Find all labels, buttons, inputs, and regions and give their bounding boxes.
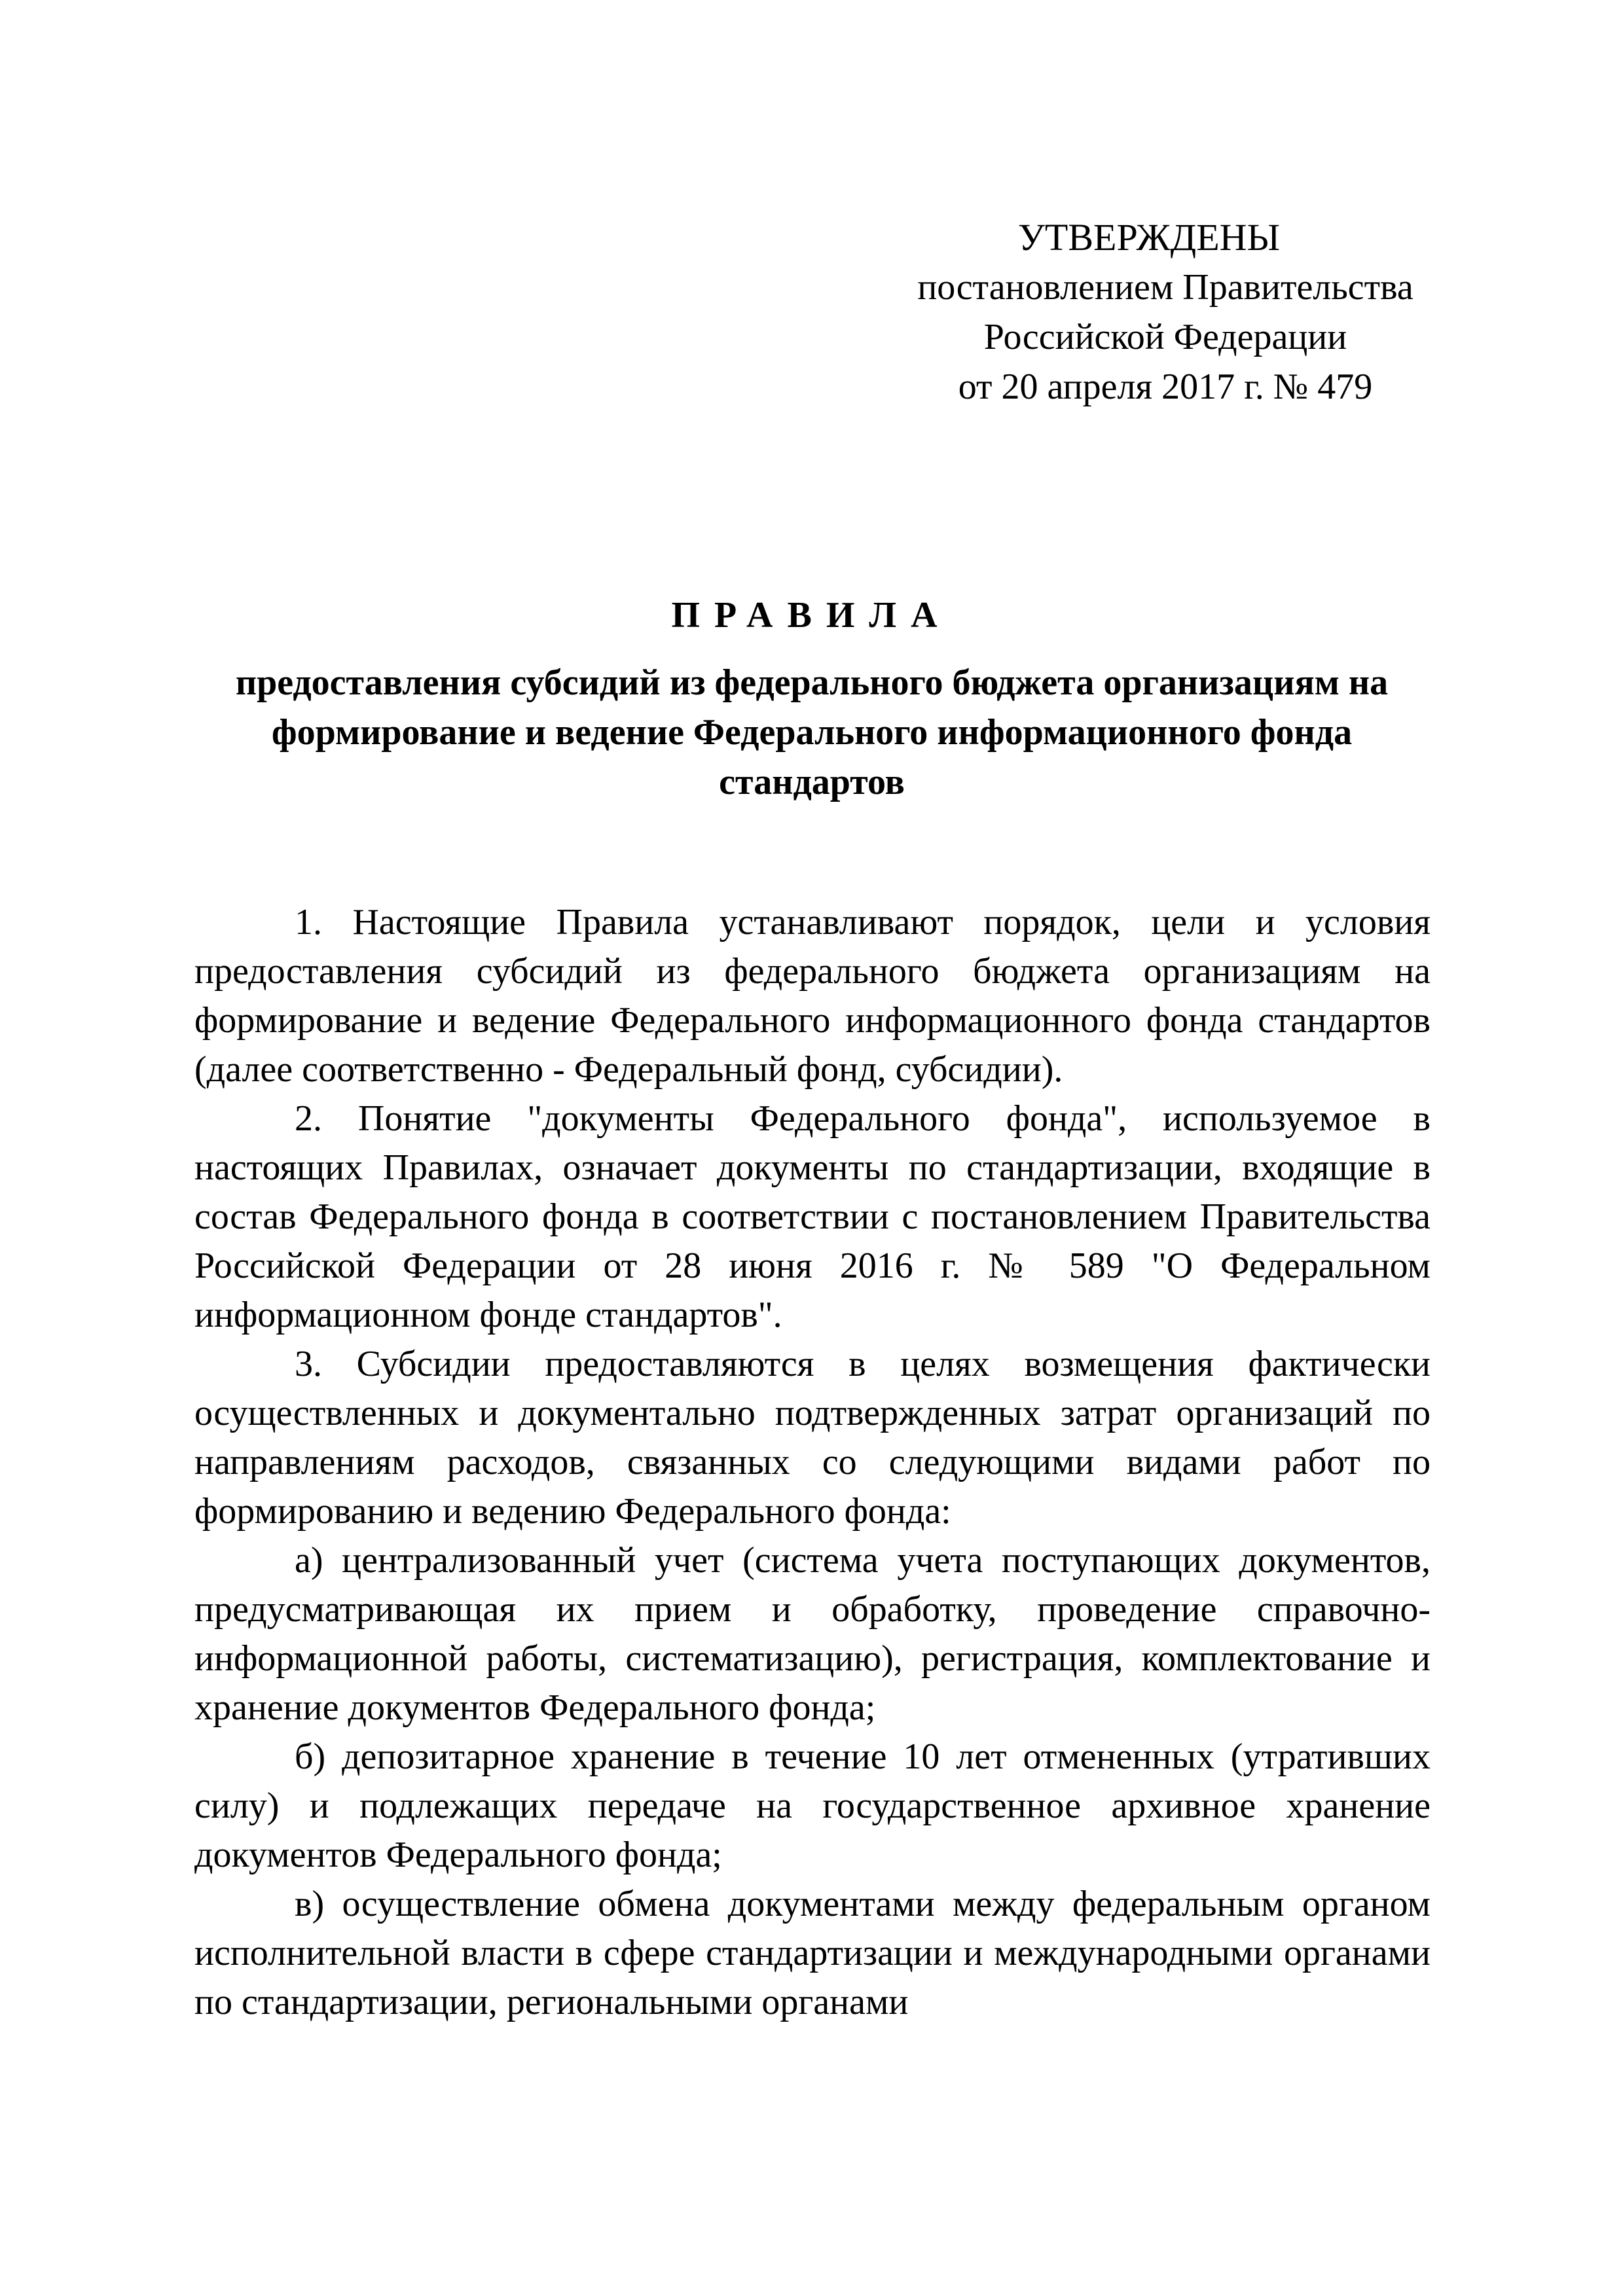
approval-block bbox=[871, 213, 1460, 412]
document-body bbox=[194, 898, 1431, 2027]
paragraph-1: 1. Настоящие Правила устанавливают порядок, цели и условия предоставления субсидий из федерального бюджета организациям на формирование и ведение Федерального информационного фонда стандартов (далее соответственно - Федеральный фонд, субсидии). bbox=[194, 902, 1431, 1090]
document-subtitle: предоставления субсидий из федерального бюджета организациям на формирование и ведение Федерального информационного фонда стандартов bbox=[235, 662, 1389, 802]
paragraph-3: 3. Субсидии предоставляются в целях возмещения фактически осуществленных и документально подтвержденных затрат организаций по направлениям расходов, связанных со следующими видами работ по формированию и ведению Федерального фонда: bbox=[194, 1344, 1431, 1532]
paragraph-3b: б) депозитарное хранение в течение 10 лет отмененных (утративших силу) и подлежащих передаче на государственное архивное хранение документов Федерального фонда; bbox=[194, 1736, 1431, 1875]
paragraph-3v: в) осуществление обмена документами между федеральным органом исполнительной власти в сфере стандартизации и международными органами по стандартизации, региональными органами bbox=[194, 1884, 1431, 2022]
document-title: ПРАВИЛА bbox=[671, 595, 952, 636]
approval-title: УТВЕРЖДЕНЫ bbox=[1017, 216, 1281, 259]
approval-line-1: постановлением Правительства bbox=[917, 267, 1413, 308]
paragraph-2: 2. Понятие "документы Федерального фонда", используемое в настоящих Правилах, означает документы по стандартизации, входящие в состав Федерального фонда в соответствии с постановлением Правительства Российской Федерации от 28 июня 2016 г. № 589 "О Федеральном информационном фонде стандартов". bbox=[194, 1098, 1431, 1335]
paragraph-3a: а) централизованный учет (система учета поступающих документов, предусматривающая их прием и обработку, проведение справочно-информационной работы, систематизацию), регистрация, комплектование и хранение документов Федерального фонда; bbox=[194, 1540, 1431, 1728]
approval-line-2: Российской Федерации bbox=[983, 317, 1347, 357]
approval-line-3: от 20 апреля 2017 г. № 479 bbox=[958, 367, 1373, 407]
